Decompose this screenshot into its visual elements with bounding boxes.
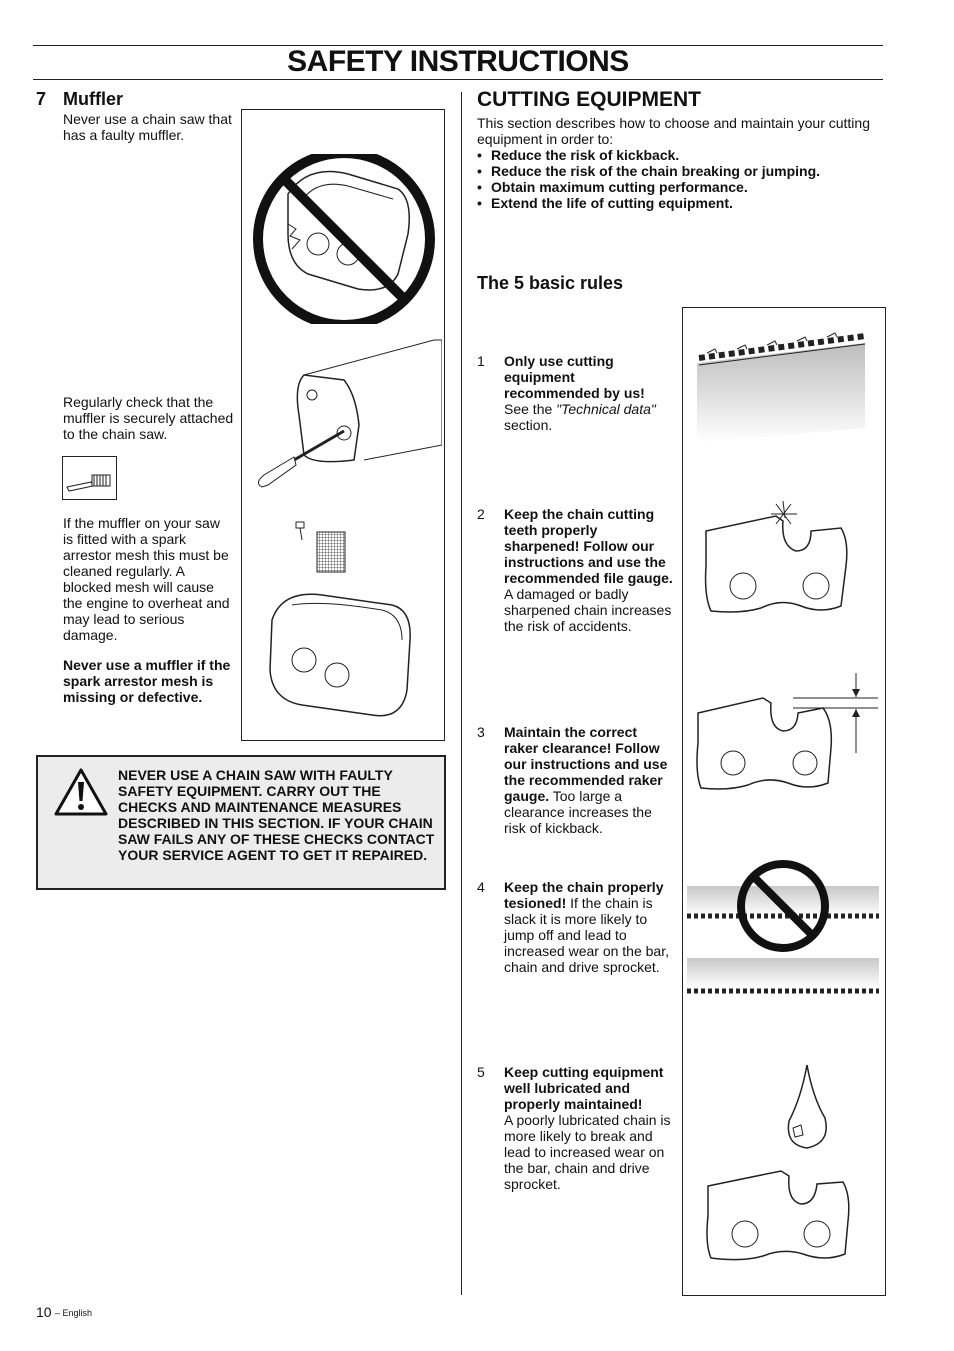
rule-3: 3 Maintain the correct raker clearance! Follow our instructions and use the recommended raker gauge. Too large a clearance increases the risk of kickback. (477, 724, 668, 836)
bullet-item: • Extend the life of cutting equipment. (477, 195, 887, 211)
footer-page-number: 10 (36, 1304, 52, 1320)
muffler-para-4: Never use a muffler if the spark arrestor mesh is missing or defective. (63, 657, 231, 705)
muffler-heading: Muffler (63, 89, 123, 109)
section-number: 7 (36, 89, 47, 109)
rules-illustration-box (682, 307, 886, 1296)
footer-language: – English (55, 1308, 93, 1318)
spark-arrestor-icon (262, 510, 442, 735)
sharp-tooth-icon (701, 496, 851, 621)
cutting-bullets (477, 147, 887, 211)
warning-text: NEVER USE A CHAIN SAW WITH FAULTY SAFETY EQUIPMENT. CARRY OUT THE CHECKS AND MAINTENANCE MEASURES DESCRIBED IN THIS SECTION. IF YOUR CHAIN SAW FAILS ANY OF THESE CHECKS CONTACT YOUR SERVICE AGENT TO GET IT REPAIRED. (118, 767, 435, 863)
cutting-intro: This section describes how to choose and maintain your cutting equipment in order to: (477, 115, 870, 147)
bullet-item: • Reduce the risk of kickback. (477, 147, 887, 163)
rule-5: 5 Keep cutting equipment well lubricated and properly maintained! A poorly lubricated chain is more likely to break and lead to increased wear on the bar, chain and drive sprocket. (477, 1064, 671, 1192)
muffler-para-2: Regularly check that the muffler is securely attached to the chain saw. (63, 394, 234, 442)
title-underline (33, 79, 883, 80)
muffler-para-1: Never use a chain saw that has a faulty muffler. (63, 111, 232, 143)
rule-2: 2 Keep the chain cutting teeth properly sharpened! Follow our instructions and use the recommended file gauge. A damaged or badly sharpened chain increases the risk of accidents. (477, 506, 673, 634)
bullet-item: • Obtain maximum cutting performance. (477, 179, 887, 195)
lubricated-tooth-icon (703, 1166, 853, 1266)
rules-subheading: The 5 basic rules (477, 273, 624, 293)
warning-triangle-icon (53, 767, 109, 817)
prohibited-muffler-icon (248, 154, 440, 324)
chain-bar-icon (697, 318, 867, 443)
muffler-para-3: If the muffler on your saw is fitted with a spark arrestor mesh this must be cleaned regularly. A blocked mesh will cause the engine to overheat and may lead to serious damage. (63, 515, 230, 643)
rule-1: 1 Only use cutting equipment recommended by us! See the "Technical data" section. (477, 353, 656, 433)
rule-1-bold: Only use cutting equipment recommended by us! (504, 353, 645, 401)
column-divider (461, 92, 462, 1295)
raker-gauge-icon (693, 673, 878, 798)
page-title: SAFETY INSTRUCTIONS (287, 45, 629, 78)
cutting-heading: CUTTING EQUIPMENT (477, 88, 701, 111)
brush-icon (62, 456, 117, 500)
muffler-illustration-box (241, 109, 445, 741)
oil-drop-icon (783, 1063, 831, 1153)
warning-box (36, 755, 446, 890)
bullet-item: • Reduce the risk of the chain breaking or jumping. (477, 163, 887, 179)
slack-chain-prohibited-icon (687, 858, 881, 998)
rule-4: 4 Keep the chain properly tesioned! If the chain is slack it is more likely to jump off and lead to increased wear on the bar, chain and drive sprocket. (477, 879, 669, 975)
screwdriver-muffler-icon (244, 335, 442, 500)
